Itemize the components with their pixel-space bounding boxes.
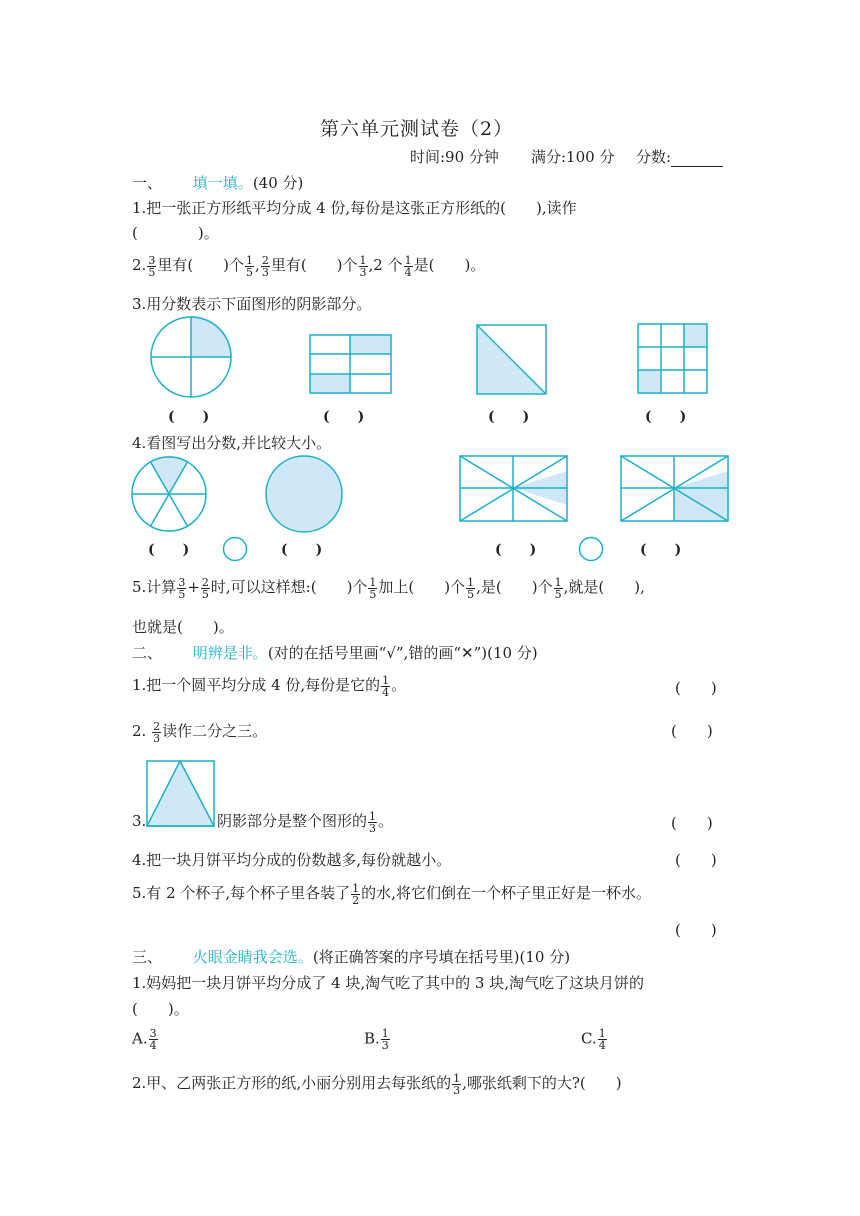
section1-heading [132,172,303,193]
section1-number: 一、 [132,174,163,192]
fraction: $\frac{1}{4}$ [404,253,412,279]
fraction: $\frac{1}{2}$ [352,881,360,907]
score-blank[interactable] [671,152,723,167]
score-label: 分数: [636,146,723,167]
section1-title: 填一填。 [192,174,253,192]
answer-paren[interactable]: ( ) [645,409,687,425]
square-diagonal-figure [476,324,548,396]
s2-q5: 5.有 2 个杯子,每个杯子里各装了 $\frac{1}{2}$ 的水,将它们倒在一个杯子里正好是一杯水。 [132,881,651,907]
time-label: 时间:90 分钟 [410,148,499,166]
answer-paren[interactable]: ( ) [671,814,713,832]
triangle-in-square-figure [146,760,216,828]
section2-title: 明辨是非。 [192,644,268,662]
fraction: $\frac{1}{4}$ [382,673,390,699]
compare-circle[interactable] [222,536,248,562]
s3-q1-line2: ( )。 [132,1000,189,1018]
section3-instruction: (将正确答案的序号填在括号里)(10 分) [312,948,571,966]
full-score-label: 满分:100 分 [531,148,615,166]
circle-sixths-figure [131,456,209,534]
option-a[interactable]: A. $\frac{3}{4}$ [132,1027,157,1052]
s1-q4: 4.看图写出分数,并比较大小。 [132,434,332,452]
s1-q1-line1: 1.把一张正方形纸平均分成 4 份,每份是这张正方形纸的( ),读作 [132,199,577,217]
section2-number: 二、 [132,644,163,662]
answer-paren[interactable]: ( ) [640,542,682,558]
answer-paren[interactable]: ( ) [671,722,713,740]
answer-paren[interactable]: ( ) [675,921,717,939]
fraction: $\frac{2}{5}$ [201,575,209,601]
section2-heading [132,642,538,663]
answer-paren[interactable]: ( ) [168,409,210,425]
fraction: $\frac{1}{5}$ [246,253,254,279]
answer-paren[interactable]: ( ) [495,542,537,558]
s1-q1-line2: ( )。 [132,224,219,242]
fraction: $\frac{1}{5}$ [369,575,377,601]
fraction: $\frac{1}{3}$ [369,809,377,835]
s1-q5-line2: 也就是( )。 [132,618,234,636]
answer-paren[interactable]: ( ) [675,679,717,697]
s2-q4: 4.把一块月饼平均分成的份数越多,每份就越小。 [132,851,452,869]
rectangle-eighths-figure-2 [620,455,730,523]
answer-paren[interactable]: ( ) [323,409,365,425]
answer-paren[interactable]: ( ) [281,542,323,558]
section2-instruction: (对的在括号里画“√”,错的画“✕”)(10 分) [267,644,538,662]
rectangle-eighths-figure-1 [459,455,569,523]
option-b[interactable]: B. $\frac{1}{3}$ [364,1027,389,1052]
s2-q2: 2. $\frac{2}{3}$ 读作二分之三。 [132,719,268,745]
s2-q3: 阴影部分是整个图形的 $\frac{1}{3}$ 。 [217,809,394,835]
answer-paren[interactable]: ( ) [148,542,190,558]
fraction: $\frac{1}{5}$ [467,575,475,601]
fraction: $\frac{2}{3}$ [261,253,269,279]
answer-paren[interactable]: ( ) [488,409,530,425]
answer-paren[interactable]: ( ) [675,851,717,869]
fraction: $\frac{1}{5}$ [554,575,562,601]
fraction: $\frac{1}{3}$ [359,253,367,279]
full-circle-figure [265,455,345,535]
section1-points: (40 分) [252,174,304,192]
s1-q2: 2. $\frac{3}{5}$ 里有( )个 $\frac{1}{5}$ , $\frac{2}{3}$ 里有( )个 $\frac{1}{3}$ ,2 个 $\frac{1}{4}$ 是( )。 [132,253,486,279]
section3-heading [132,946,570,967]
s1-q5: 5.计算 $\frac{3}{5}$ + $\frac{2}{5}$ 时,可以这样想:( )个 $\frac{1}{5}$ 加上( )个 $\frac{1}{5}$ ,是( )个 $\frac{1}{5}$ ,就是( ), [132,575,645,601]
s2-q3-prefix: 3. [132,812,147,830]
section3-number: 三、 [132,948,163,966]
s3-q1-line1: 1.妈妈把一块月饼平均分成了 4 块,淘气吃了其中的 3 块,淘气吃了这块月饼的 [132,974,645,992]
compare-circle[interactable] [578,536,604,562]
s1-q3: 3.用分数表示下面图形的阴影部分。 [132,295,372,313]
rectangle-grid-figure [309,334,393,394]
square-nine-grid-figure [637,323,709,395]
page-title: 第六单元测试卷（2） [320,118,514,140]
s2-q1: 1.把一个圆平均分成 4 份,每份是它的 $\frac{1}{4}$ 。 [132,673,407,699]
fraction: $\frac{2}{3}$ [153,719,161,745]
circle-quarter-figure [150,316,234,400]
fraction: $\frac{1}{3}$ [453,1071,461,1097]
fraction: $\frac{3}{5}$ [178,575,186,601]
fraction: $\frac{3}{5}$ [148,253,156,279]
option-c[interactable]: C. $\frac{1}{4}$ [581,1027,606,1052]
s3-q2: 2.甲、乙两张正方形的纸,小丽分别用去每张纸的 $\frac{1}{3}$ ,哪张纸剩下的大?( ) [132,1071,622,1097]
section3-title: 火眼金睛我会选。 [192,948,313,966]
